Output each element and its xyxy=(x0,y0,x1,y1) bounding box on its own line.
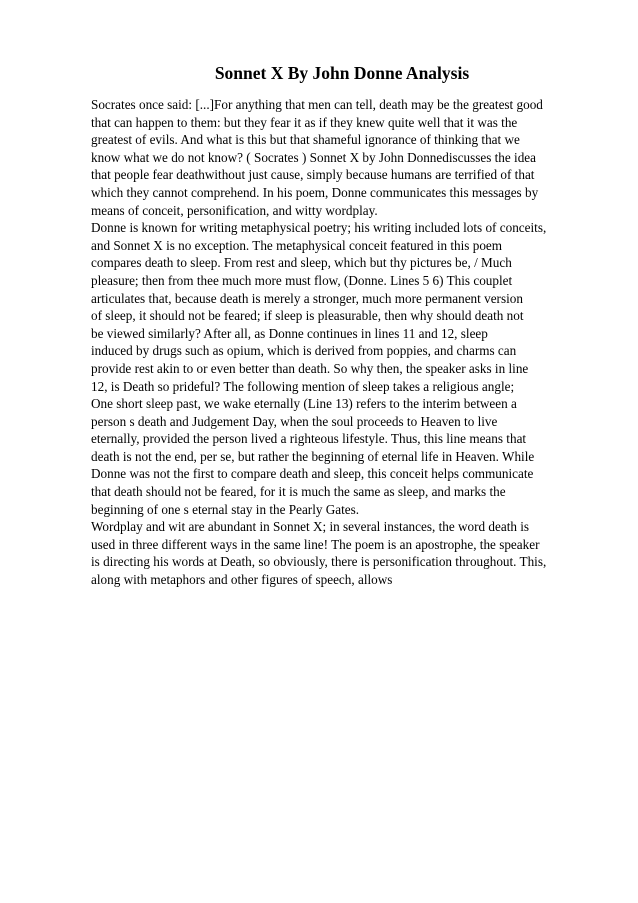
body-line: provide rest akin to or even better than death. So why then, the speaker asks in line xyxy=(91,360,529,376)
body-line: know what we do not know? ( Socrates ) Sonnet X by John Donnediscusses the idea xyxy=(91,149,537,165)
body-line: which they cannot comprehend. In his poem, Donne communicates this messages by xyxy=(91,184,539,200)
body-line: Wordplay and wit are abundant in Sonnet X; in several instances, the word death is xyxy=(91,519,530,535)
body-line: that can happen to them: but they fear it as if they knew quite well that it was the xyxy=(91,114,518,130)
body-line: greatest of evils. And what is this but that shameful ignorance of thinking that we xyxy=(91,132,520,148)
body-line: of sleep, it should not be feared; if sleep is pleasurable, then why should death not xyxy=(91,308,524,324)
body-line: One short sleep past, we wake eternally (Line 13) refers to the interim between a xyxy=(91,396,517,412)
body-line: 12, is Death so prideful? The following mention of sleep takes a religious angle; xyxy=(91,378,515,394)
body-line: be viewed similarly? After all, as Donne continues in lines 11 and 12, sleep xyxy=(91,325,488,341)
body-line: eternally, provided the person lived a righteous lifestyle. Thus, this line means that xyxy=(91,431,527,447)
body-line: that death should not be feared, for it is much the same as sleep, and marks the xyxy=(91,484,506,500)
body-line: death is not the end, per se, but rather the beginning of eternal life in Heaven. While xyxy=(91,448,535,464)
body-line: articulates that, because death is merely a stronger, much more permanent version xyxy=(91,290,523,306)
body-line: person s death and Judgement Day, when the soul proceeds to Heaven to live xyxy=(91,413,498,429)
body-line: and Sonnet X is no exception. The metaphysical conceit featured in this poem xyxy=(91,237,503,253)
document-body xyxy=(91,96,611,589)
body-line: means of conceit, personification, and witty wordplay. xyxy=(91,202,378,218)
document-title: Sonnet X By John Donne Analysis xyxy=(214,63,470,83)
body-line: pleasure; then from thee much more must flow, (Donne. Lines 5 6) This couplet xyxy=(91,272,513,288)
body-line: Donne is known for writing metaphysical poetry; his writing included lots of conceits, xyxy=(91,220,547,236)
body-line: that people fear deathwithout just cause, simply because humans are terrified of that xyxy=(91,167,535,183)
body-line: induced by drugs such as opium, which is derived from poppies, and charms can xyxy=(91,343,517,359)
body-line: compares death to sleep. From rest and sleep, which but thy pictures be, / Much xyxy=(91,255,512,271)
body-line: Donne was not the first to compare death and sleep, this conceit helps communicate xyxy=(91,466,534,482)
body-line: along with metaphors and other figures of speech, allows xyxy=(91,572,393,588)
body-line: used in three different ways in the same line! The poem is an apostrophe, the speaker xyxy=(91,536,540,552)
body-line: beginning of one s eternal stay in the Pearly Gates. xyxy=(91,501,360,517)
body-line: Socrates once said: [...]For anything that men can tell, death may be the greatest good xyxy=(91,97,543,112)
body-line: is directing his words at Death, so obviously, there is personification throughout. This, xyxy=(91,554,547,570)
